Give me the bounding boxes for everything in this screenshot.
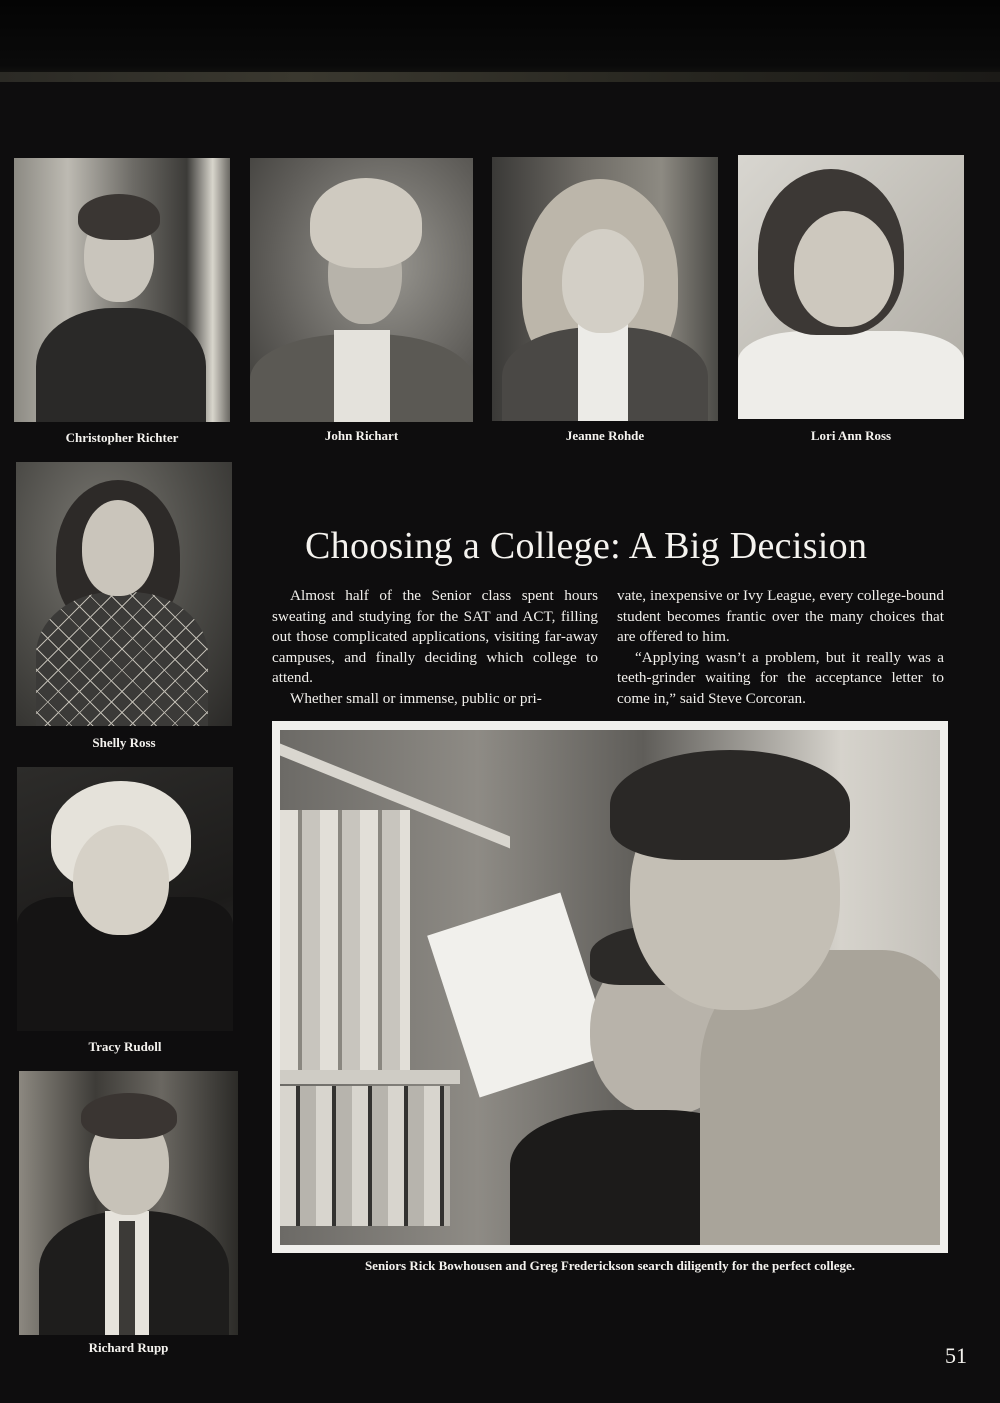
portrait-photo-christopher-richter: [14, 158, 230, 422]
portrait-caption: Jeanne Rohde: [565, 428, 645, 443]
page-top-edge: [0, 72, 1000, 82]
portrait-photo-richard-rupp: [19, 1071, 238, 1335]
article-paragraph: Almost half of the Senior class spent hours sweating and studying for the SAT and ACT, filling out those complicated applications, visiting far-away campuses, and finally deciding which college to attend.: [272, 587, 598, 687]
portrait-photo-jeanne-rohde: [492, 157, 718, 421]
portrait-caption: Tracy Rudoll: [88, 1039, 162, 1054]
article-column-1: [272, 586, 598, 710]
page-top-band: [0, 0, 1000, 82]
article-paragraph: “Applying wasn’t a problem, but it really was a teeth-grinder waiting for the acceptance letter to come in,” said Steve Corcoran.: [617, 648, 944, 707]
page-number: 51: [945, 1343, 967, 1368]
portrait-photo-tracy-rudoll: [17, 767, 233, 1031]
article-column-2: [617, 586, 944, 710]
portrait-photo-john-richart: [250, 158, 473, 422]
feature-photo: [280, 730, 940, 1245]
portrait-caption: Christopher Richter: [65, 430, 179, 445]
portrait-photo-shelly-ross: [16, 462, 232, 726]
portrait-caption: Richard Rupp: [88, 1340, 169, 1355]
portrait-caption: John Richart: [324, 428, 399, 443]
article-paragraph: Whether small or immense, public or pri-: [290, 689, 542, 707]
feature-photo-caption: Seniors Rick Bowhousen and Greg Frederickson search diligently for the perfect college.: [364, 1258, 856, 1273]
article-headline: Choosing a College: A Big Decision: [305, 525, 868, 567]
article-paragraph: vate, inexpensive or Ivy League, every college-bound student becomes frantic over the many choices that are offered to him.: [617, 587, 944, 646]
portrait-photo-lori-ann-ross: [738, 155, 964, 419]
portrait-caption: Shelly Ross: [92, 735, 156, 750]
portrait-caption: Lori Ann Ross: [810, 428, 892, 443]
